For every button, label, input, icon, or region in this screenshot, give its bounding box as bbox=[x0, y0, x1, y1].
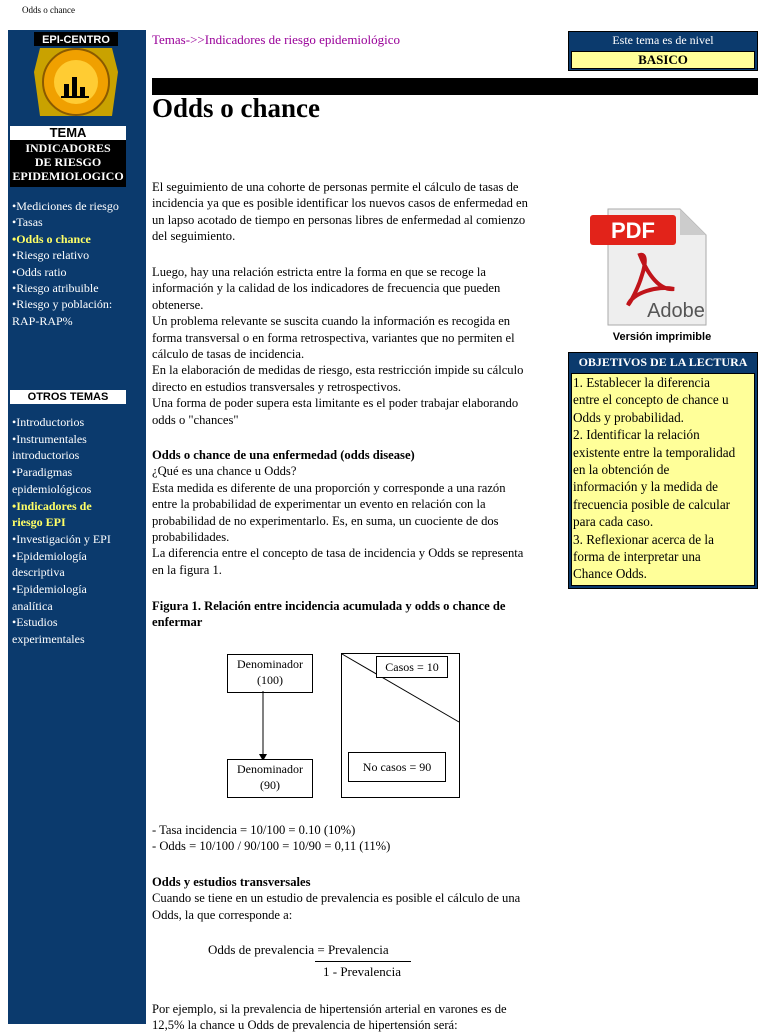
paragraph: La diferencia entre el concepto de tasa de incidencia y Odds se representa en la figura 1. bbox=[152, 546, 524, 577]
objetivo-line: en la obtención de bbox=[573, 462, 670, 478]
calculations bbox=[152, 822, 530, 855]
paragraph: Esta medida es diferente de una proporción y corresponde a una razón entre la probabilidad de experimentar un evento en relación con la probabilidad de no experimentarlo. Es, en suma, un cuociente de dos probabilidades. bbox=[152, 480, 506, 545]
paragraph: Luego, hay una relación estricta entre la forma en que se recoge la información y la calidad de los indicadores de frecuencia que pueden obtenerse. bbox=[152, 265, 501, 312]
objetivo-line: forma de interpretar una bbox=[573, 549, 701, 565]
objetivos-body bbox=[571, 373, 755, 586]
level-box bbox=[568, 31, 758, 71]
nav-list bbox=[12, 198, 144, 329]
objetivo-line: entre el concepto de chance u bbox=[573, 392, 729, 408]
otros-link-paradigmas[interactable]: •Paradigmas bbox=[12, 465, 73, 480]
breadcrumb[interactable]: Temas->>Indicadores de riesgo epidemiológico bbox=[152, 32, 401, 47]
otros-link-paradigmas-cont[interactable]: epidemiológicos bbox=[12, 481, 92, 496]
objetivo-line: 3. Reflexionar acerca de la bbox=[573, 531, 714, 547]
paragraph: ¿Qué es una chance u Odds? bbox=[152, 464, 297, 479]
window-title: Odds o chance bbox=[22, 5, 75, 15]
section-heading: Odds o chance de una enfermedad (odds disease) bbox=[152, 448, 415, 462]
section-heading: Odds y estudios transversales bbox=[152, 875, 311, 889]
nav-link-riesgo-poblacion-cont[interactable]: RAP-RAP% bbox=[12, 313, 73, 328]
denominator-value: (100) bbox=[257, 673, 283, 687]
calc-line: - Tasa incidencia = 10/100 = 0.10 (10%) bbox=[152, 823, 356, 837]
formula-numerator: Odds de prevalencia = Prevalencia bbox=[208, 942, 389, 957]
logo-text: EPI-CENTRO bbox=[42, 34, 110, 46]
objetivo-line: información y la medida de bbox=[573, 479, 719, 495]
paragraph: Cuando se tiene en un estudio de prevalencia es posible el cálculo de una Odds, la que corresponde a: bbox=[152, 891, 521, 922]
pdf-badge-text: PDF bbox=[611, 218, 655, 243]
otros-link-instrumentales[interactable]: •Instrumentales bbox=[12, 431, 87, 446]
paragraph: Una forma de poder supera esta limitante es el poder trabajar elaborando odds o "chances" bbox=[152, 396, 519, 427]
tema-title-line: INDICADORES bbox=[25, 141, 111, 155]
objetivo-line: Chance Odds. bbox=[573, 566, 647, 582]
otros-link-experimentales-cont[interactable]: experimentales bbox=[12, 632, 85, 647]
nav-link-mediciones[interactable]: •Mediciones de riesgo bbox=[12, 199, 119, 213]
tema-title bbox=[10, 140, 126, 187]
otros-link-instrumentales-cont[interactable]: introductorios bbox=[12, 448, 80, 463]
paragraph-intro bbox=[152, 179, 530, 245]
figure-caption: Figura 1. Relación entre incidencia acumulada y odds o chance de enfermar bbox=[152, 599, 506, 630]
fraction-bar bbox=[315, 961, 411, 962]
paragraph-block bbox=[152, 264, 530, 428]
nav-link-riesgo-atribuible[interactable]: •Riesgo atribuible bbox=[12, 281, 99, 296]
otros-link-indicadores-cont[interactable]: riesgo EPI bbox=[12, 515, 66, 530]
otros-temas-list bbox=[12, 414, 144, 648]
sidebar bbox=[8, 30, 146, 1024]
objetivo-line: existente entre la temporalidad bbox=[573, 444, 736, 460]
nav-link-tasas[interactable]: •Tasas bbox=[12, 215, 43, 230]
pdf-icon[interactable] bbox=[588, 205, 712, 329]
level-value: BASICO bbox=[571, 51, 755, 69]
otros-link-introductorios[interactable]: •Introductorios bbox=[12, 415, 85, 429]
denominator-90-box bbox=[227, 759, 313, 798]
otros-link-indicadores[interactable]: •Indicadores de bbox=[12, 498, 92, 513]
objetivo-line: 1. Establecer la diferencia bbox=[573, 375, 710, 390]
nav-link-riesgo-relativo[interactable]: •Riesgo relativo bbox=[12, 248, 90, 263]
section-transversales bbox=[152, 874, 530, 923]
formula-denominator: 1 - Prevalencia bbox=[323, 964, 401, 979]
otros-link-experimentales[interactable]: •Estudios bbox=[12, 615, 58, 630]
objetivo-line: Odds y probabilidad. bbox=[573, 409, 684, 425]
denominator-label: Denominador bbox=[237, 657, 303, 671]
objetivos-box bbox=[568, 352, 758, 589]
calc-line: - Odds = 10/100 / 90/100 = 10/90 = 0,11 (11%) bbox=[152, 839, 391, 854]
nav-link-odds-current[interactable]: •Odds o chance bbox=[12, 231, 91, 246]
epi-centro-logo[interactable] bbox=[34, 32, 118, 118]
level-label: Este tema es de nivel bbox=[612, 33, 714, 47]
pdf-caption[interactable]: Versión imprimible bbox=[612, 331, 712, 343]
figure-1 bbox=[226, 650, 462, 802]
nav-link-riesgo-poblacion[interactable]: •Riesgo y población: bbox=[12, 297, 113, 312]
page-title: Odds o chance bbox=[152, 93, 321, 123]
paragraph-example bbox=[152, 1001, 530, 1034]
section-odds-disease bbox=[152, 447, 530, 578]
tema-label: TEMA bbox=[10, 126, 126, 140]
paragraph: Un problema relevante se suscita cuando la información es recogida en forma transversal o en forma retrospectiva, variantes que no permiten el cálculo de tasas de incidencia. bbox=[152, 314, 515, 362]
tema-title-line: EPIDEMIOLOGICO bbox=[12, 169, 124, 183]
otros-temas-label: OTROS TEMAS bbox=[10, 390, 126, 404]
paragraph: El seguimiento de una cohorte de personas permite el cálculo de tasas de incidencia ya que es posible identificar los nuevos casos de enfermedad en un lapso acotado de tiempo en personas libres de enfermedad al comienzo del seguimiento. bbox=[152, 180, 528, 244]
tema-title-line: DE RIESGO bbox=[34, 155, 102, 169]
formula bbox=[208, 942, 418, 958]
otros-link-analitica[interactable]: •Epidemiología bbox=[12, 582, 87, 597]
denominator-label: Denominador bbox=[237, 762, 303, 776]
otros-link-investigacion[interactable]: •Investigación y EPI bbox=[12, 531, 111, 546]
objetivo-line: frecuencia posible de calcular bbox=[573, 496, 731, 512]
no-casos-box: No casos = 90 bbox=[348, 752, 446, 782]
objetivo-line: para cada caso. bbox=[573, 514, 654, 530]
paragraph: En la elaboración de medidas de riesgo, esta restricción impide su cálculo directo en estudios transversales y retrospectivos. bbox=[152, 363, 524, 394]
otros-link-analitica-cont[interactable]: analítica bbox=[12, 598, 53, 613]
objetivos-title: OBJETIVOS DE LA LECTURA bbox=[578, 355, 748, 369]
otros-link-descriptiva-cont[interactable]: descriptiva bbox=[12, 565, 65, 580]
otros-link-descriptiva[interactable]: •Epidemiología bbox=[12, 548, 87, 563]
adobe-text: Adobe bbox=[647, 300, 705, 322]
casos-box: Casos = 10 bbox=[376, 656, 448, 678]
denominator-value: (90) bbox=[260, 778, 280, 792]
nav-link-odds-ratio[interactable]: •Odds ratio bbox=[12, 264, 67, 279]
objetivo-line: 2. Identificar la relación bbox=[573, 427, 700, 443]
paragraph: Por ejemplo, si la prevalencia de hipertensión arterial en varones es de 12,5% la chance u Odds de prevalencia de hipertensión será: bbox=[152, 1002, 507, 1033]
